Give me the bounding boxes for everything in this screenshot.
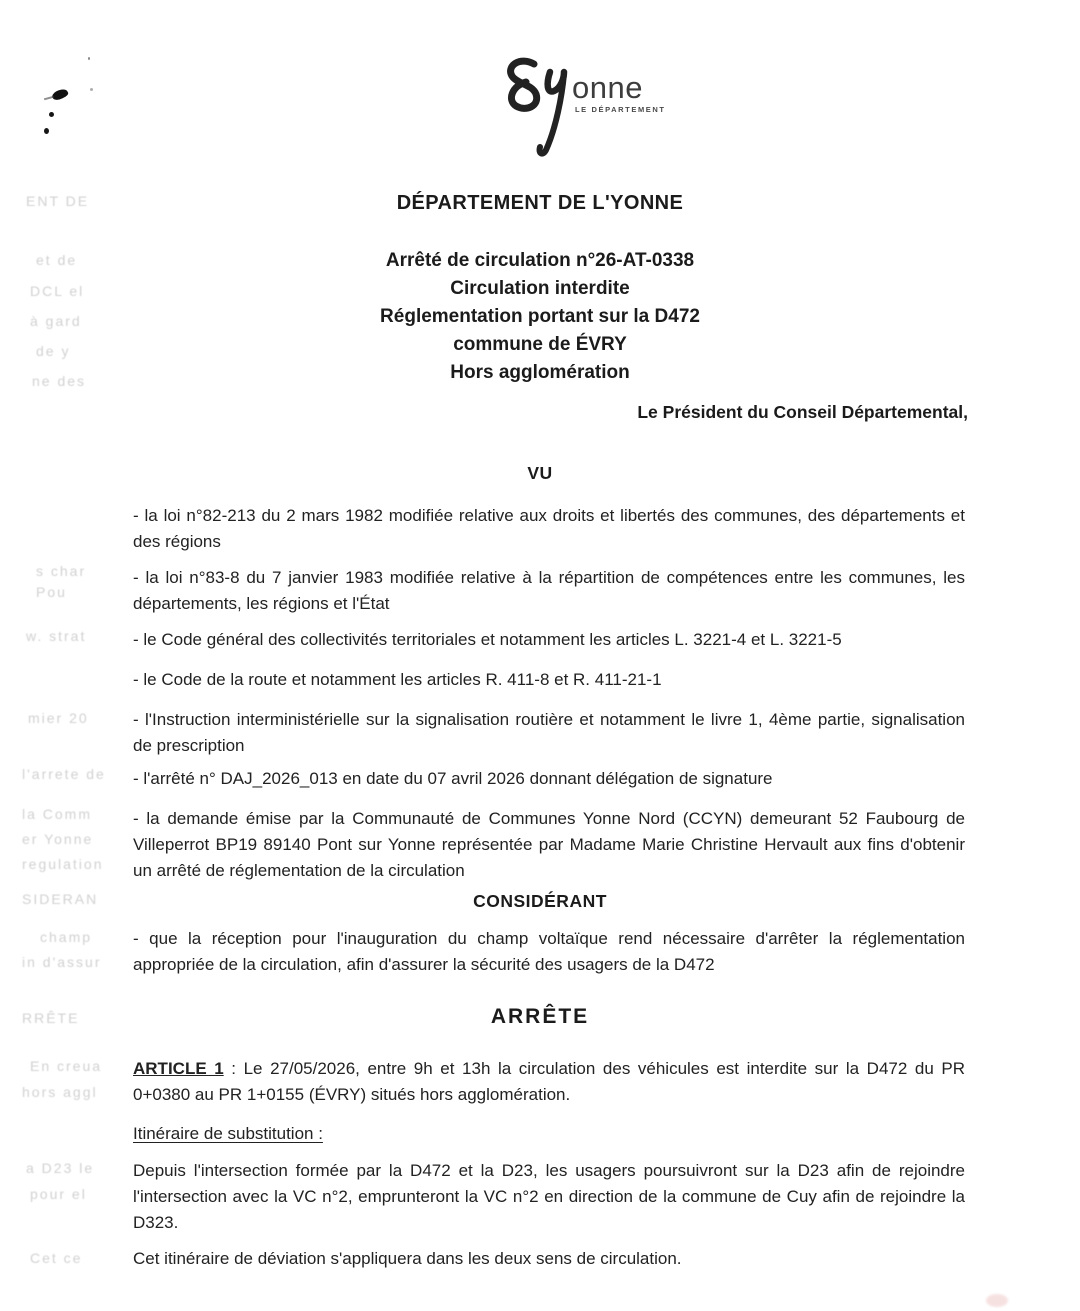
ghost-text-artifact: SIDERAN: [22, 891, 99, 907]
vu-item: - le Code de la route et notamment les articles R. 411-8 et R. 411-21-1: [133, 670, 662, 689]
logo-wordmark: onne: [572, 70, 643, 105]
vu-item: - la loi n°83-8 du 7 janvier 1983 modifiée relative à la répartition de compétences entre les communes, les départements, les régions et l'État: [133, 568, 965, 613]
article-1-text: : Le 27/05/2026, entre 9h et 13h la circulation des véhicules est interdite sur la D472 du PR 0+0380 au PR 1+0155 (ÉVRY) situés hors agglomération.: [133, 1059, 965, 1104]
ink-speck: [90, 88, 93, 91]
ghost-text-artifact: in d'assur: [22, 954, 102, 970]
logo-letter-y-tail: [540, 74, 564, 154]
detour-paragraph: Depuis l'intersection formée par la D472 et la D23, les usagers poursuivront sur la D23 afin de rejoindre l'intersection avec la VC n°2, emprunteront la VC n°2 en direction de la commune de Cuy afin de rejoindre la D323.: [133, 1161, 965, 1232]
subject-line-road: Réglementation portant sur la D472: [380, 306, 700, 327]
vu-item: - la loi n°82-213 du 2 mars 1982 modifiée relative aux droits et libertés des communes, des départements et des régions: [133, 506, 965, 551]
subject-block: [0, 247, 1080, 387]
ghost-text-artifact: En creua: [30, 1058, 103, 1074]
ghost-text-artifact: champ: [40, 929, 93, 945]
ghost-text-artifact: et de: [36, 252, 78, 268]
ghost-text-artifact: de y: [36, 343, 71, 359]
ghost-text-artifact: hors aggl: [22, 1084, 98, 1100]
department-title: DÉPARTEMENT DE L'YONNE: [396, 192, 684, 214]
ghost-text-artifact: à gard: [30, 313, 82, 329]
logo-graphic: [492, 50, 692, 160]
vu-item: - le Code général des collectivités territoriales et notamment les articles L. 3221-4 et L. 3221-5: [133, 630, 842, 649]
ghost-text-artifact: ENT DE: [26, 193, 90, 209]
ghost-text-artifact: a D23 le: [26, 1160, 95, 1176]
subject-line-commune: commune de ÉVRY: [453, 334, 627, 355]
ink-speck: [44, 128, 49, 134]
article-1-paragraph: [133, 1056, 965, 1108]
ghost-text-artifact: Pou: [36, 584, 67, 600]
ghost-text-artifact: regulation: [22, 856, 104, 872]
pink-smudge-artifact: [986, 1294, 1008, 1307]
subject-line-restriction: Circulation interdite: [450, 278, 630, 299]
section-heading-vu: VU: [527, 463, 553, 483]
article-1-label: ARTICLE 1: [133, 1059, 224, 1078]
section-heading-considerant: CONSIDÉRANT: [473, 891, 607, 911]
ghost-text-artifact: l'arrete de: [22, 766, 106, 782]
ghost-text-artifact: w. strat: [26, 628, 87, 644]
ghost-text-artifact: la Comm: [22, 806, 93, 822]
ink-speck: [49, 112, 54, 117]
vu-item: - l'arrêté n° DAJ_2026_013 en date du 07 avril 2026 donnant délégation de signature: [133, 769, 773, 788]
signatory-line: Le Président du Conseil Départemental,: [637, 402, 968, 422]
subject-line-zone: Hors agglomération: [450, 362, 630, 383]
ghost-text-artifact: pour el: [30, 1186, 87, 1202]
considerant-item: - que la réception pour l'inauguration du champ voltaïque rend nécessaire d'arrêter la réglementation appropriée de la circulation, afin d'assurer la sécurité des usagers de la D472: [133, 929, 965, 974]
ghost-text-artifact: ne des: [32, 373, 87, 389]
ghost-text-artifact: s char: [36, 563, 87, 579]
ghost-text-artifact: er Yonne: [22, 831, 94, 847]
itineraire-heading: Itinéraire de substitution :: [133, 1124, 323, 1143]
ghost-text-artifact: RRÊTE: [22, 1010, 80, 1026]
logo-tagline: LE DÉPARTEMENT: [575, 105, 666, 114]
logo-numeral-8: [511, 61, 537, 108]
ghost-text-artifact: mier 20: [28, 710, 89, 726]
yonne-department-logo: [492, 50, 692, 160]
closing-paragraph: Cet itinéraire de déviation s'appliquera dans les deux sens de circulation.: [133, 1249, 682, 1268]
ghost-text-artifact: Cet ce: [30, 1250, 83, 1266]
subject-line-number: Arrêté de circulation n°26-AT-0338: [385, 250, 695, 271]
ghost-text-artifact: DCL el: [30, 283, 85, 299]
vu-item: - la demande émise par la Communauté de Communes Yonne Nord (CCYN) demeurant 52 Faubourg de Villeperrot BP19 89140 Pont sur Yonne représentée par Madame Marie Christine Hervault aux fins d'obtenir un arrêté de réglementation de la circulation: [133, 809, 965, 880]
vu-item: - l'Instruction interministérielle sur la signalisation routière et notamment le livre 1, 4ème partie, signalisation de prescription: [133, 710, 965, 755]
section-heading-arrete: ARRÊTE: [490, 1005, 590, 1028]
ink-speck: [88, 57, 90, 60]
